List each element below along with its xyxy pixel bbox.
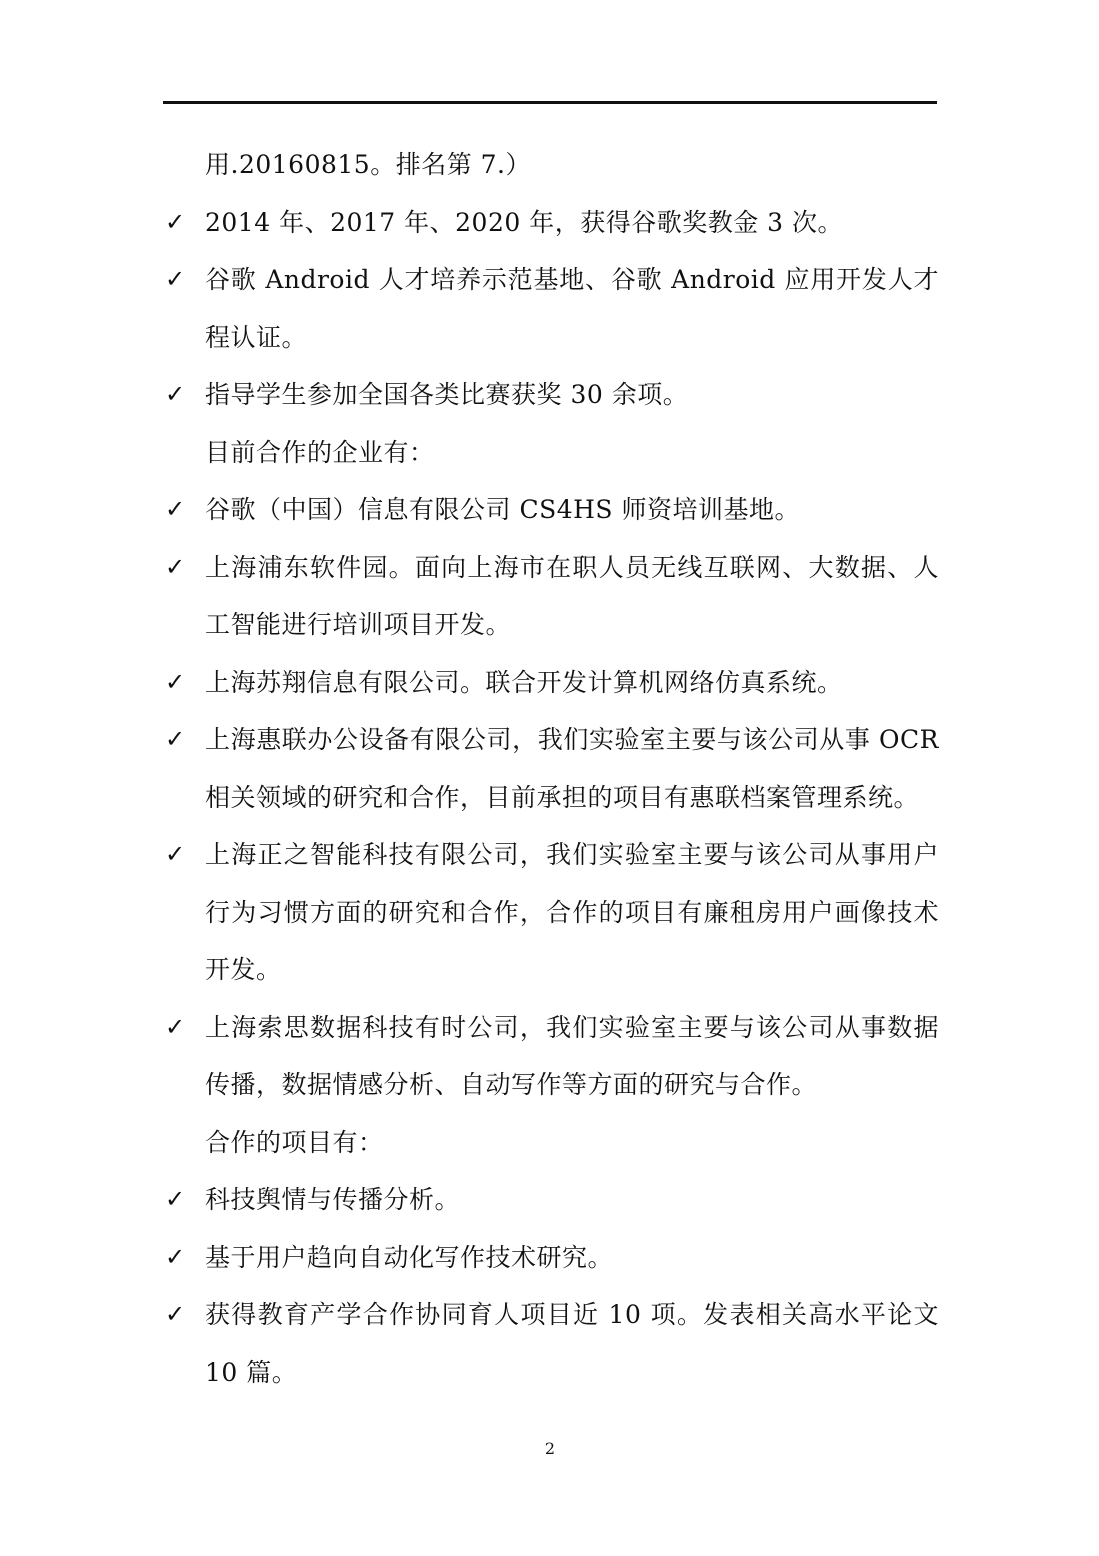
list-item [163, 826, 939, 884]
line-text: 开发。 [205, 955, 282, 984]
list-item [163, 194, 939, 252]
line-text: 科技舆情与传播分析。 [205, 1185, 461, 1214]
text-line [163, 769, 939, 827]
line-text: 上海苏翔信息有限公司。联合开发计算机网络仿真系统。 [205, 667, 843, 697]
line-text: 行为习惯方面的研究和合作，合作的项目有廉租房用户画像技术 [205, 897, 939, 927]
checkmark-icon: ✓ [165, 380, 186, 408]
line-text: 获得教育产学合作协同育人项目近 10 项。发表相关高水平论文 [205, 1300, 939, 1329]
checkmark-icon: ✓ [165, 725, 186, 753]
line-text: 上海惠联办公设备有限公司，我们实验室主要与该公司从事 OCR [205, 725, 939, 754]
line-text: 相关领域的研究和合作，目前承担的项目有惠联档案管理系统。 [205, 782, 920, 812]
list-item [163, 711, 939, 769]
header-rule [163, 101, 937, 104]
line-text: 谷歌 Android 人才培养示范基地、谷歌 Android 应用开发人才 [205, 265, 939, 294]
list-item [163, 999, 939, 1057]
line-text: 指导学生参加全国各类比赛获奖 30 余项。 [205, 380, 689, 409]
text-line [163, 1056, 939, 1114]
line-text: 10 篇。 [205, 1357, 298, 1387]
list-item [163, 1171, 939, 1229]
checkmark-icon: ✓ [165, 1300, 186, 1328]
checkmark-icon: ✓ [165, 667, 186, 696]
line-text: 谷歌（中国）信息有限公司 CS4HS 师资培训基地。 [205, 495, 800, 524]
line-text: 上海正之智能科技有限公司，我们实验室主要与该公司从事用户 [205, 840, 939, 869]
list-item [163, 654, 939, 712]
text-line [163, 941, 939, 999]
checkmark-icon: ✓ [165, 552, 186, 581]
checkmark-icon: ✓ [165, 1242, 186, 1271]
text-line [163, 1114, 939, 1172]
line-text: 2014 年、2017 年、2020 年，获得谷歌奖教金 3 次。 [205, 207, 844, 237]
list-item [163, 1229, 939, 1287]
checkmark-icon: ✓ [165, 207, 186, 236]
checkmark-icon: ✓ [165, 840, 186, 868]
checkmark-icon: ✓ [165, 1012, 186, 1041]
list-item [163, 251, 939, 309]
line-text: 上海浦东软件园。面向上海市在职人员无线互联网、大数据、人 [205, 552, 939, 582]
text-line [163, 596, 939, 654]
checkmark-icon: ✓ [165, 1185, 186, 1213]
list-item [163, 366, 939, 424]
text-line [163, 136, 939, 194]
list-item [163, 481, 939, 539]
page-number: 2 [544, 1439, 556, 1458]
line-text: 上海索思数据科技有时公司，我们实验室主要与该公司从事数据 [205, 1012, 939, 1042]
line-text: 程认证。 [205, 322, 308, 352]
text-line [163, 309, 939, 367]
line-text: 基于用户趋向自动化写作技术研究。 [205, 1242, 614, 1272]
text-line [163, 1344, 939, 1402]
line-text: 用.20160815。排名第 7.） [205, 150, 531, 179]
line-text: 合作的项目有： [205, 1127, 384, 1157]
line-text: 工智能进行培训项目开发。 [205, 610, 512, 639]
text-line [163, 424, 939, 482]
checkmark-icon: ✓ [165, 495, 186, 523]
list-item [163, 1286, 939, 1344]
checkmark-icon: ✓ [165, 265, 186, 293]
line-text: 目前合作的企业有： [205, 437, 435, 467]
list-item [163, 539, 939, 597]
line-text: 传播，数据情感分析、自动写作等方面的研究与合作。 [205, 1070, 818, 1099]
document-body [163, 136, 939, 1401]
text-line [163, 884, 939, 942]
